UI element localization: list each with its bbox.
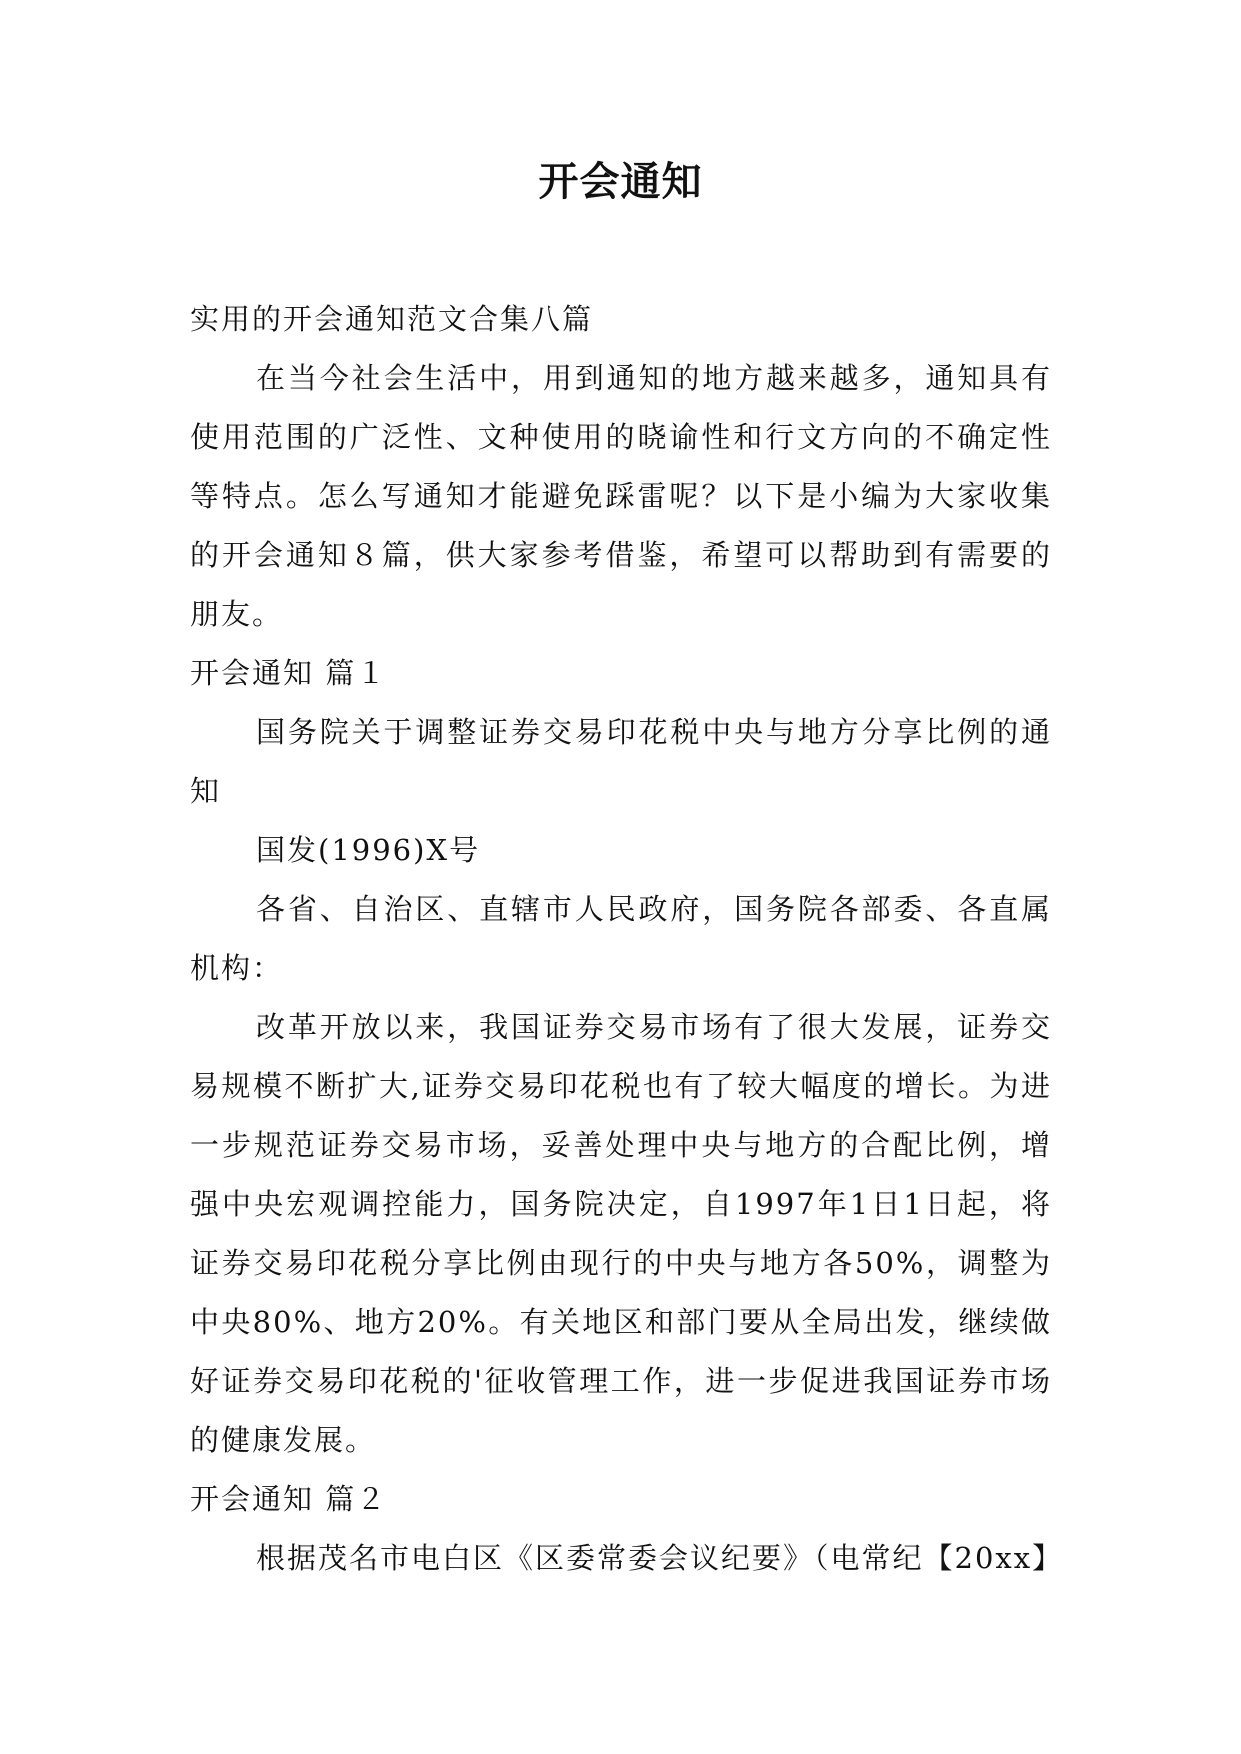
addressees: 各省、自治区、直辖市人民政府，国务院各部委、各直属机构： <box>190 892 1052 985</box>
section-2-paragraph: 根据茂名市电白区《区委常委会议纪要》（电常纪【20xx】 <box>256 1541 1064 1575</box>
section-heading-1: 开会通知 篇１ <box>190 656 388 690</box>
document-body <box>190 290 1064 1588</box>
subtitle: 实用的开会通知范文合集八篇 <box>190 302 594 336</box>
notice-body: 改革开放以来，我国证券交易市场有了很大发展，证券交易规模不断扩大,证券交易印花税也有了较大幅度的增长。为进一步规范证券交易市场，妥善处理中央与地方的合配比例，增强中央宏观调控能力，国务院决定，自1997年1日1日起，将证券交易印花税分享比例由现行的中央与地方各50%，调整为中央80%、地方20%。有关地区和部门要从全局出发，继续做好证券交易印花税的'征收管理工作，进一步促进我国证券市场的健康发展。 <box>190 1010 1052 1457</box>
notice-title: 国务院关于调整证券交易印花税中央与地方分享比例的通知 <box>190 715 1052 808</box>
document-title: 开会通知 <box>538 159 703 205</box>
intro-paragraph: 在当今社会生活中，用到通知的地方越来越多，通知具有使用范围的广泛性、文种使用的晓谕性和行文方向的不确定性等特点。怎么写通知才能避免踩雷呢？以下是小编为大家收集的开会通知８篇，供大家参考借鉴，希望可以帮助到有需要的朋友。 <box>190 361 1052 631</box>
section-heading-2: 开会通知 篇２ <box>190 1482 388 1516</box>
document-number: 国发(1996)X号 <box>256 833 481 867</box>
